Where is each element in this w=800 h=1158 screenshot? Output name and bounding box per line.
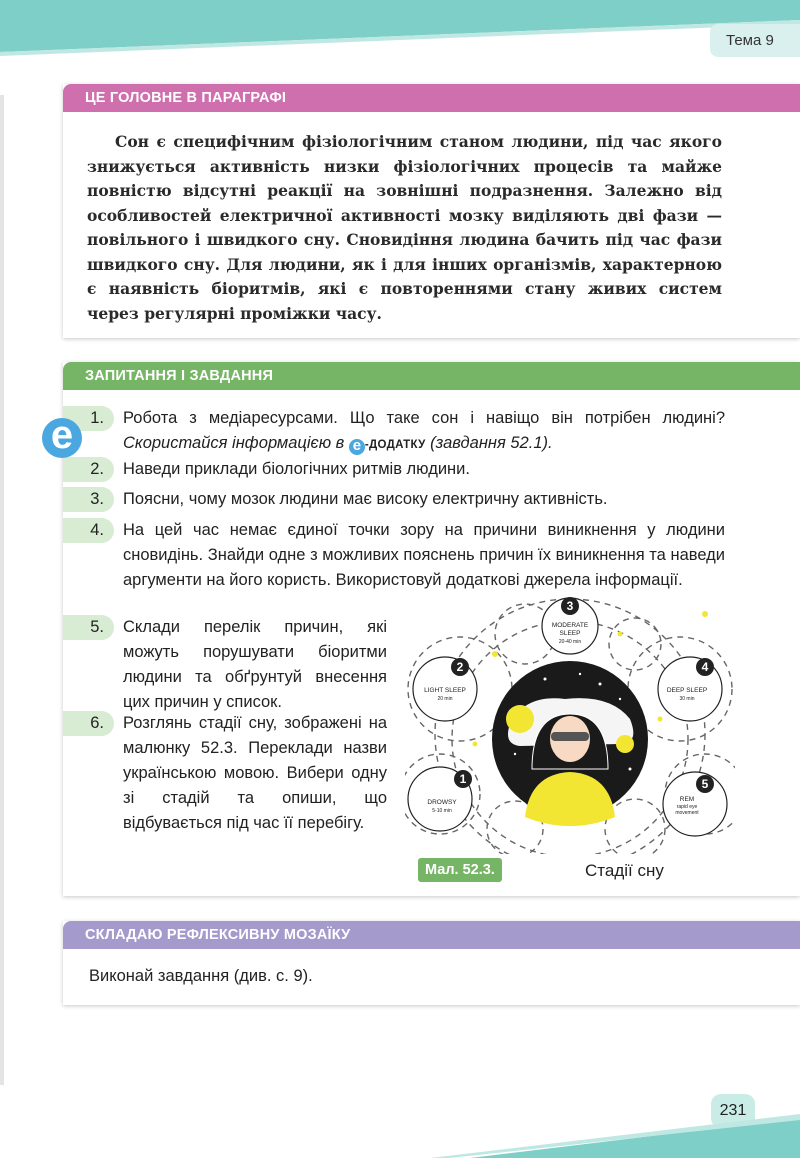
stage-3-number: 3 bbox=[566, 599, 574, 613]
task-text: На цей час немає єдиної точки зору на причини виникнення у людини сновидінь. Знайди одне з можливих пояснень причин їх виникнення та наведи аргументи на його користь. Використовуй додаткові джерела інформації. bbox=[123, 521, 725, 589]
stage-1-number: 1 bbox=[459, 772, 467, 786]
task-number: 2. bbox=[63, 457, 114, 482]
figure-caption-label: Мал. 52.3. bbox=[418, 858, 502, 882]
summary-header: ЦЕ ГОЛОВНЕ В ПАРАГРАФІ bbox=[63, 84, 800, 112]
task-number: 3. bbox=[63, 487, 114, 512]
e-addon-icon[interactable]: e bbox=[349, 439, 365, 455]
stage-5-number: 5 bbox=[701, 777, 709, 791]
task-1-text: Робота з медіаресурсами. Що таке сон і навіщо він потрібен людині? bbox=[123, 409, 725, 427]
stage-3-name-2: SLEEP bbox=[559, 630, 581, 637]
summary-panel bbox=[63, 84, 800, 338]
topic-tab: Тема 9 bbox=[710, 24, 800, 57]
stage-2-name: LIGHT SLEEP bbox=[424, 687, 466, 694]
task-number: 5. bbox=[63, 615, 114, 640]
sleep-stages-illustration bbox=[405, 594, 735, 854]
stage-3-time: 20-40 min bbox=[558, 639, 582, 645]
stage-4-time: 30 min bbox=[679, 696, 695, 702]
stage-2-number: 2 bbox=[456, 660, 464, 674]
task-text: Поясни, чому мозок людини має високу електричну активність. bbox=[123, 490, 608, 508]
left-margin-line bbox=[0, 95, 4, 1085]
stage-1-time: 5-10 min bbox=[432, 808, 452, 814]
mosaic-panel bbox=[63, 921, 800, 1005]
stage-2-time: 20 min bbox=[437, 696, 453, 702]
figure-caption-text: Стадії сну bbox=[585, 861, 664, 880]
questions-header: ЗАПИТАННЯ І ЗАВДАННЯ bbox=[63, 362, 800, 390]
stage-3-name-1: MODERATE bbox=[551, 622, 589, 629]
mosaic-text: Виконай завдання (див. с. 9). bbox=[89, 967, 313, 985]
e-resource-badge[interactable]: e bbox=[42, 418, 82, 458]
stage-4-number: 4 bbox=[701, 660, 709, 674]
task-text bbox=[123, 406, 725, 458]
task-number: 6. bbox=[63, 711, 114, 736]
stage-5-sub-1: rapid eye bbox=[676, 804, 698, 810]
stage-4-name: DEEP SLEEP bbox=[666, 687, 708, 694]
stage-5-sub-2: movement bbox=[675, 810, 699, 816]
page-number: 231 bbox=[711, 1094, 755, 1128]
stage-5-name: REM bbox=[679, 796, 695, 803]
task-text: Склади перелік причин, які можуть порушувати біоритми людини та обґрунтуй внесення цих причин у список. bbox=[123, 618, 387, 711]
task-number: 1. bbox=[63, 406, 114, 431]
summary-text: Сон є специфічним фізіологічним станом людини, під час якого знижується активність низки фізіологічних процесів та майже повністю відсутні реакції на зовнішні подразнення. Залежно від особливостей електричної активності мозку виділяють дві фази — повільного і швидкого сну. Сновидіння людина бачить під час фази швидкого сну. Для людини, як і для інших організмів, характерною є наявність біоритмів, які є повтореннями стану живих систем через регулярні проміжки часу. bbox=[87, 132, 722, 323]
task-text: Наведи приклади біологічних ритмів людини. bbox=[123, 460, 470, 478]
task-1-italic: Скористайся інформацією в bbox=[123, 434, 345, 452]
addon-link[interactable]: -ДОДАТКУ bbox=[364, 439, 426, 451]
task-text: Розглянь стадії сну, зображені на малюнку 52.3. Переклади назви українською мовою. Вибери одну зі стадій та опиши, що відбувається під час її перебігу. bbox=[123, 714, 387, 832]
task-number: 4. bbox=[63, 518, 114, 543]
stage-1-name: DROWSY bbox=[427, 799, 457, 806]
task-1-ref: (завдання 52.1). bbox=[430, 434, 553, 452]
mosaic-header: СКЛАДАЮ РЕФЛЕКСИВНУ МОЗАЇКУ bbox=[63, 921, 800, 949]
